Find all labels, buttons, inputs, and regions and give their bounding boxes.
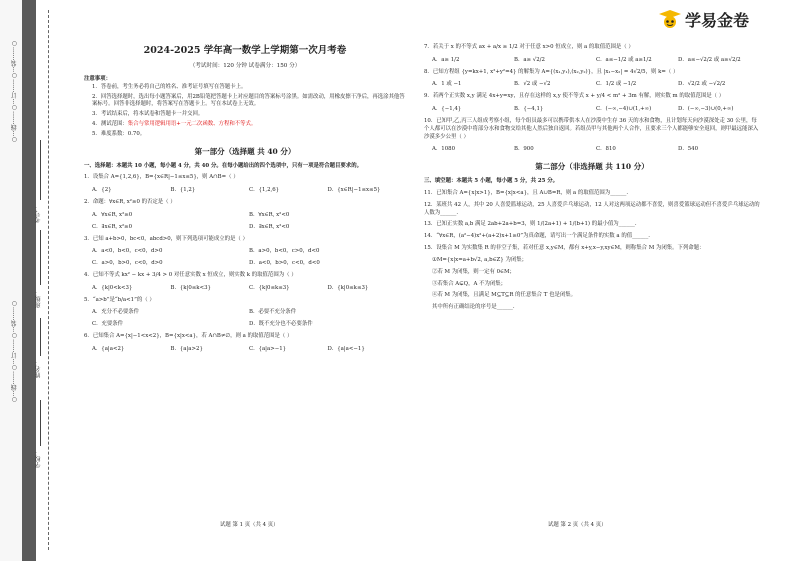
question-2-options: A．∀x∈R, x²≥0 B．∀x∈R, x²<0 C．∃x∈R, x²≥0 D．∃x∈R, x²<0	[92, 211, 290, 230]
binding-margin	[0, 0, 28, 561]
page-2-footer: 试题 第 2 页（共 4 页）	[548, 522, 607, 528]
note-5: 5．难度系数：0.70。	[92, 130, 146, 137]
exam-number-label: 考号：	[35, 205, 42, 223]
school-line	[40, 400, 41, 446]
binding-seal-text: ○···线·······○···订·······○···装·······○	[11, 40, 18, 144]
question-7: 7．若关于 x 的不等式 ax + a/x ≥ 1/2 对于任意 x>0 恒成立，则 a 的取值范围是（ ）	[424, 44, 634, 50]
notes-heading: 注意事项：	[84, 75, 111, 82]
question-14: 14．“∀x∈R，(a²−4)x²+(a+2)x+1≥0”为真命题，请写出一个满足条件的实数 a 的值______.	[424, 233, 650, 240]
class-label: 班级：	[35, 290, 42, 308]
question-15-item-3: ③若集合 A⊊Q，A 不为闭集；	[432, 280, 507, 287]
graduate-cap-icon	[658, 9, 682, 29]
question-4-options: A．{k|0<k<3} B．{k|0≤k<3} C．{k|0≤k≤3} D．{k|0≤k≤3}	[92, 284, 369, 291]
exam-number-line	[40, 140, 41, 200]
note-3: 3．考试结束后，将本试卷和答题卡一并交回。	[92, 111, 204, 118]
question-9: 9．若两个正实数 x,y 满足 4x+y=xy，且存在这样的 x,y 使不等式 x + y/4 < m² + 3m 有解，则实数 m 的取值范围是（ ）	[424, 93, 725, 100]
question-6: 6．已知集合 A={x|−1<x<2}，B={x|x<a}，若 A∩B≠∅，则 a 的取值范围是（ ）	[84, 333, 293, 340]
note-4: 4．测试范围：集合与常用逻辑用语+一元二次函数、方程和不等式。	[92, 121, 257, 128]
question-2: 2．命题：∀x∈R, x²≥0 的否定是（ ）	[84, 199, 176, 206]
name-label: 姓名：	[35, 360, 42, 378]
question-15-conclusion: 其中所有正确结论的序号是______.	[432, 304, 515, 311]
question-13: 13．已知正实数 a,b 满足 2ab+2a+b=3，则 1/(2a+1) + 1/(b+1) 的最小值为______.	[424, 221, 637, 228]
binding-bar	[22, 0, 36, 561]
question-15-item-4: ④若 M 为闭集，且满足 M⊆T⊆R 的任意集合 T 也是闭集。	[432, 292, 577, 299]
question-9-options: A．{−1,4} B．{−4,1} C．(−∞,−4)∪(1,+∞) D．(−∞,−3)∪(0,+∞)	[432, 106, 734, 113]
question-10: 10．已知甲,乙,丙三人组成考察小组，每个组员最多可以携带供本人在沙漠中生存 36 天的水和食物，且计划每天向沙漠深处走 30 公里，每个人都可以在沙漠中将部分水和食物交给其他人然后独自返回。若组员甲与其他两个人合作，且要求三个人都能够安全返回，则甲最远能深入沙漠多少公里（ ）	[424, 117, 759, 140]
question-7-options: A．a≥ 1/2 B．a≥ √2/2 C．a≤−1/2 或 a≥1/2 D．a≤−√2/2 或 a≥√2/2	[432, 56, 741, 63]
question-1-options: A．{2} B．{1,2} C．{1,2,6} D．{x∈R|−1≤x≤5}	[92, 187, 381, 194]
question-8-options: A．1 或 −1 B．√2 或 −√2 C．1/2 或 −1/2 D．√2/2 或 −√2/2	[432, 81, 726, 88]
question-5-options: A．充分不必要条件 B．必要不充分条件 C．充要条件 D．既不充分也不必要条件	[92, 309, 313, 328]
question-8: 8．已知方程组 {y=kx+1, x²+y²=4} 的解集为 A={(x₁,y₁),(x₂,y₂)}，且 |x₁−x₂| = 4√2/5，则 k=（ ）	[424, 68, 679, 75]
exam-title: 2024-2025 学年高一数学上学期第一次月考卷	[143, 45, 347, 56]
question-3-options: A．a<0，b<0，c<0，d>0 B．a>0，b<0，c>0，d<0 C．a>0，b>0，c<0，d>0 D．a<0，b>0，c<0，d<0	[92, 248, 320, 267]
note-1: 1．答卷前，考生务必将自己的姓名、准考证号填写在答题卡上。	[92, 83, 247, 90]
exam-subtitle: （考试时间：120 分钟 试卷满分：150 分）	[189, 62, 301, 69]
question-15: 15．设集合 M 为实数集 R 的非空子集，若对任意 x,y∈M，都有 x+y,x−y,xy∈M，则称集合 M 为闭集。下列命题：	[424, 245, 705, 252]
class-line	[40, 230, 41, 285]
part1-instructions: 一、选择题：本题共 10 小题，每小题 4 分，共 40 分。在每小题给出的四个选项中，只有一项是符合题目要求的。	[84, 162, 362, 169]
page-2	[424, 36, 760, 314]
test-scope: 集合与常用逻辑用语+一元二次函数、方程和不等式。	[127, 121, 257, 128]
question-6-options: A．{a|a<2} B．{a|a>2} C．{a|a>−1} D．{a|a<−1}	[92, 345, 365, 352]
question-12: 12．某班共 42 人，其中 20 人喜爱篮球运动，25 人喜爱乒乓球运动，12 人对这两项运动都不喜爱，则喜爱篮球运动但不喜爱乒乓球运动的人数为______.	[424, 201, 760, 216]
question-15-item-2: ②若 M 为闭集，则一定有 0∈M；	[432, 268, 515, 275]
cut-line	[48, 10, 49, 550]
school-label: 学校：	[35, 450, 42, 468]
name-line	[40, 318, 41, 356]
question-1: 1．设集合 A={1,2,6}，B={x∈R|−1≤x≤5}，则 A∩B=（ ）	[84, 174, 239, 181]
question-10-options: A．1080 B．900 C．810 D．540	[432, 146, 699, 153]
question-3: 3．已知 a+b>0，bc<0，abcd>0，则下列选项可能成立的是（ ）	[84, 235, 248, 242]
question-11: 11．已知集合 A={x|x>1}，B={x|x<a}，且 A∪B=R，则 a 的取值范围为______.	[424, 189, 629, 196]
page-1-footer: 试题 第 1 页（共 4 页）	[220, 522, 279, 528]
part2-heading: 第二部分（非选择题 共 110 分）	[535, 162, 649, 172]
binding-seal-text-lower: ○···线·······○···订·······○···装·······○	[11, 300, 18, 404]
question-15-item-1: ①M={x|x=a+b√2, a,b∈Z} 为闭集；	[432, 256, 528, 263]
question-4: 4．已知不等式 kx² − kx + 3/4 > 0 对任意实数 x 恒成立，则实数 k 的取值范围为（ ）	[84, 272, 297, 278]
page-1	[84, 36, 406, 358]
logo-text: 学易金卷	[685, 10, 750, 30]
part1-heading: 第一部分（选择题 共 40 分）	[194, 146, 296, 156]
logo	[658, 6, 749, 32]
question-5: 5．“a>b”是“b/a<1”的（ ）	[84, 296, 155, 303]
part2-instructions: 三、填空题：本题共 5 小题，每小题 5 分，共 25 分。	[424, 178, 559, 185]
note-2: 2．回答选择题时，选出每小题答案后，用2B铅笔把答题卡上对应题目的答案标号涂黑。如需改动，用橡皮擦干净后，再选涂其他答案标号。回答非选择题时，将答案写在答题卡上。写在本试卷上无效。	[92, 93, 405, 108]
